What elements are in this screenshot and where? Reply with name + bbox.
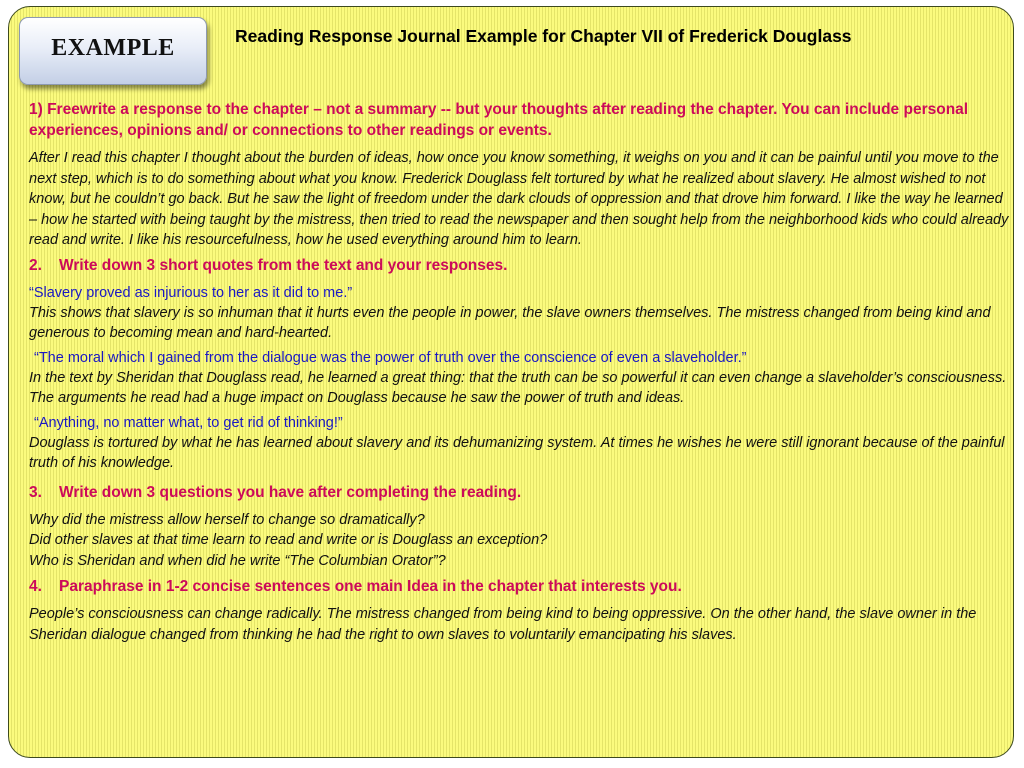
section-2-prompt-text: Write down 3 short quotes from the text and your responses. — [59, 256, 508, 274]
quote-text: “The moral which I gained from the dialogue was the power of truth over the conscience of even a slaveholder.” — [34, 349, 747, 366]
section-4-prompt — [29, 576, 1013, 597]
quote-response: In the text by Sheridan that Douglass read, he learned a great thing: that the truth can be so powerful it can even change a slaveholder’s consciousness. The arguments he read had a huge impact on Douglass because he saw the power of truth and ideas. — [29, 369, 1007, 406]
section-3-prompt-text: Write down 3 questions you have after completing the reading. — [59, 483, 522, 501]
quote-block — [29, 348, 1013, 409]
section-3-prompt — [29, 482, 1013, 503]
section-1-prompt: 1) Freewrite a response to the chapter – not a summary -- but your thoughts after reading the chapter. You can include personal experiences, opinions and/ or connections to other readings or events. — [29, 101, 969, 139]
question-item: Did other slaves at that time learn to read and write or is Douglass an exception? — [29, 532, 548, 548]
quote-block — [29, 283, 1013, 344]
page-title: Reading Response Journal Example for Chapter VII of Frederick Douglass — [235, 26, 852, 46]
quote-text: “Slavery proved as injurious to her as it did to me.” — [29, 284, 353, 301]
question-item: Why did the mistress allow herself to change so dramatically? — [29, 511, 425, 528]
section-3-number: 3. — [29, 483, 42, 501]
section-1-response: After I read this chapter I thought about the burden of ideas, how once you know something, it weighs on you and it can be painful until you move to the next step, which is to do something about what you know. Frederick Douglass felt tortured by what he realized about slavery. He almost wished to not know, but he couldn’t go back. But he saw the light of freedom under the dark clouds of oppression and that drove him forward. I like the way he learned – how he started with being taught by the mistress, then tried to read the newspaper and then sought help from the neighborhood kids who could already read and write. I like his resourcefulness, how he used everything around him to learn. — [29, 150, 1009, 248]
section-2-prompt — [29, 255, 1013, 276]
slide — [8, 6, 1014, 758]
example-badge-label: EXAMPLE — [51, 34, 175, 61]
section-4-response: People’s consciousness can change radically. The mistress changed from being kind to being oppressive. On the other hand, the slave owner in the Sheridan dialogue changed from thinking he had the right to own slaves to voluntarily emancipating his slaves. — [29, 606, 977, 643]
quote-response: Douglass is tortured by what he has learned about slavery and its dehumanizing system. At times he wishes he were still ignorant because of the painful truth of his knowledge. — [29, 434, 1005, 471]
example-badge — [19, 17, 207, 85]
section-4-number: 4. — [29, 578, 42, 595]
quote-response: This shows that slavery is so inhuman that it hurts even the people in power, the slave owners themselves. The mistress changed from being kind and generous to becoming mean and hard-hearted. — [29, 304, 991, 341]
question-item: Who is Sheridan and when did he write “The Columbian Orator”? — [29, 552, 446, 569]
section-2-number: 2. — [29, 256, 42, 274]
section-4-prompt-text: Paraphrase in 1-2 concise sentences one main Idea in the chapter that interests you. — [59, 578, 682, 595]
question-list — [29, 510, 1013, 572]
journal-content — [29, 99, 1013, 649]
quote-text: “Anything, no matter what, to get rid of thinking!” — [34, 414, 343, 431]
quote-block — [29, 413, 1013, 474]
